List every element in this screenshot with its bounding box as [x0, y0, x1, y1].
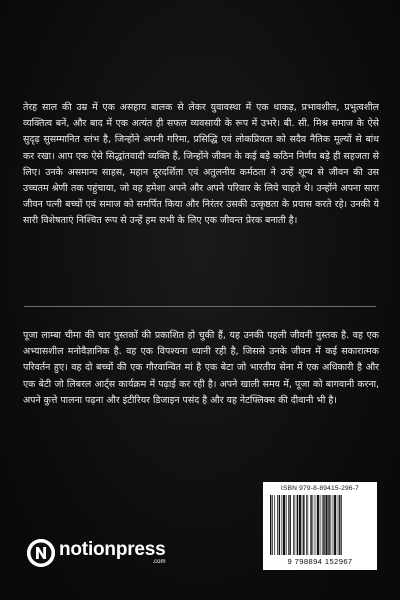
barcode-bar: [286, 495, 287, 555]
barcode-bar: [270, 495, 271, 555]
barcode-bar: [322, 495, 323, 555]
section-divider: [24, 306, 376, 307]
barcode-bar: [282, 495, 283, 555]
barcode-bar: [303, 495, 304, 555]
barcode-bar: [307, 495, 308, 555]
barcode-bar: [330, 495, 331, 555]
barcode-image: [269, 495, 371, 555]
isbn-barcode-panel: [263, 482, 377, 570]
barcode-bar: [302, 495, 303, 555]
notionpress-n-logo-icon: [27, 539, 55, 567]
barcode-bar: [315, 495, 316, 555]
publisher-logo: [27, 537, 166, 569]
barcode-bar: [334, 495, 336, 555]
barcode-bar: [306, 495, 307, 555]
barcode-bar: [339, 495, 340, 555]
book-description: तेरह साल की उम्र में एक असहाय बालक से लेकर युवावस्था में एक धाकड़, प्रभावशील, प्रभुत्वशील व्यक्तित्व बनें, और बाद में एक अत्यंत ही सफल व्यवसायी के रूप में उभरे। बी. सी. मिश्र समाज के ऐसे सुदृढ़ सुसम्मानित स्तंभ है, जिन्होंने अपनी गरिमा, प्रसिद्धि एवं लोकप्रियता को सदैव नैतिक मूल्यों से बांध कर रखा। आप एक ऐसे सिद्धांतवादी व्यक्ति हैं, जिन्होंने जीवन के कई बड़े कठिन निर्णय बड़े ही सहजता से लिए। उनके असमान्य साहस, महान दूरदर्शिता एवं अतुलनीय कर्मठता ने उन्हें शून्य से जीवन की उस उच्चतम श्रेणी तक पहुंचाया, जो वह हमेशा अपने और अपने परिवार के लिये चाहते थे। उन्होंने अपना सारा जीवन पत्नी बच्चों एवं समाज को समर्पित किया और निरंतर उसकी उत्कृष्ठता के प्रयास करते रहे। उनकी ये सारी विशेषताएं निश्चित रूप से उन्हें हम सभी के लिए एक जीवन्त प्रेरक बनाती है।: [23, 102, 379, 227]
barcode-bar: [320, 495, 321, 555]
barcode-bar: [294, 495, 295, 555]
barcode-bar: [312, 495, 313, 555]
barcode-bar: [299, 495, 301, 555]
barcode-bar: [283, 495, 285, 555]
barcode-digits: 9 798894 152967: [287, 557, 353, 566]
barcode-bar: [288, 495, 289, 555]
barcode-bar: [274, 495, 275, 555]
barcode-bar: [310, 495, 311, 555]
publisher-domain-suffix: .com: [152, 559, 166, 565]
barcode-bar: [272, 495, 273, 555]
barcode-bar: [293, 495, 294, 555]
author-bio: पूजा लाम्बा चीमा की चार पुस्तकों की प्रकाशित हो चुकी हैं, यह उनकी पहली जीवनी पुस्तक है. वह एक अभ्यासशील मनोवैज्ञानिक है. वह एक विपश्यना ध्यानी रही है, जिससे उनके जीवन में कई सकारात्मक परिवर्तन हुए। वह दो बच्चों की एक गौरवान्वित मां है एक बेटा जो भारतीय सेना में एक अधिकारी है और एक बेटी जो लिबरल आर्ट्स कार्यक्रम में पढ़ाई कर रही है। अपने खाली समय में, पूजा को बागवानी करना, अपने कुत्ते पालना पढ़ना और इंटीरियर डिजाइन पसंद है और यह नेटफ्लिक्स की दीवानी भी है।: [23, 330, 379, 406]
barcode-bar: [297, 495, 298, 555]
barcode-bar: [317, 495, 319, 555]
barcode-bar: [289, 495, 290, 555]
barcode-bar: [328, 495, 329, 555]
barcode-bar: [338, 495, 339, 555]
barcode-bar: [277, 495, 278, 555]
publisher-name: notionpress: [59, 539, 166, 560]
barcode-bar: [333, 495, 334, 555]
isbn-label: ISBN 979-8-89415-296-7: [280, 485, 360, 492]
barcode-bar: [325, 495, 327, 555]
barcode-bar: [323, 495, 324, 555]
barcode-bar: [341, 495, 342, 555]
barcode-bar: [279, 495, 280, 555]
